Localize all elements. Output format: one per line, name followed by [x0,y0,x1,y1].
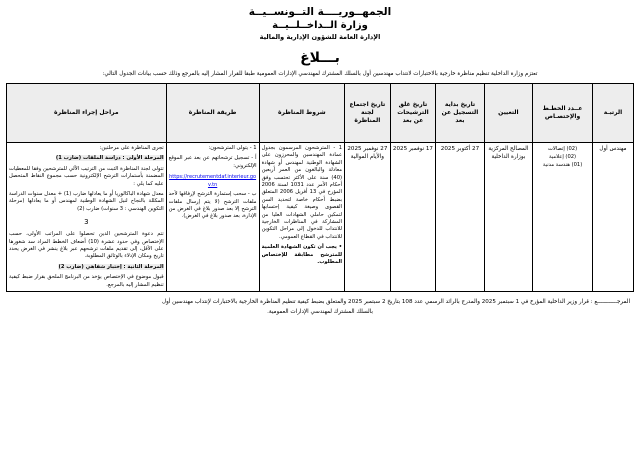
header-slots: عــدد الخطـط والإختصـاص [533,84,593,143]
competition-table [6,83,634,292]
reference-text: قرار وزير الداخلية المؤرخ في 1 سبتمبر 2025 والمدرج بالرائد الرسمي عدد 108 بتاريخ 2 سبتمبر 2025 والمتعلق بضبط كيفية تنظيم المناظرة الخارجية بالاختبارات لإنتداب مهندسين أول [162,299,589,306]
phase-1-divisor: 3 [84,218,89,227]
phase-1-body: تتولى لجنة المناظرة الثبت من الترتيب الآلي للمترشحين وفقا للمعطيات المضمنة بأستمارات الترشح الإلكترونية حسب مجموع النقاط المتحصل عليه كما يلي : [9,165,164,187]
letterhead [0,0,640,43]
phase-1-formula: معدل شهادة الباكالوريا أو ما يعادلها ضارب (1) + معدل سنوات الدراسة المكللة بالنجاح لنيل الشهادة الوطنية لمهندس أو ما يعادلها (مرحلة التكوين الهندسي : 3 سنوات) ضارب (2) [9,191,164,212]
method-item-3: ب‌ - سحب إستمارة الترشح لإرفاقها لأحد ملفات الترشح (لا يتم إرسال ملفات الترشح إلا بعد صدور بلاغ في الغرض من الإدارة، بعد صدور بلاغ في الغرض). [168,191,257,220]
competition-table-container [0,83,640,292]
slot-item-telecom: (02) إتصالات [547,146,578,152]
method-item-1: 1 - يتولى المترشحون: [208,145,257,151]
reference-text-line2: بالسلك المشترك لمهندسي الإدارات العمومية. [267,309,373,316]
condition-item-2: • يجب أن تكون الشهادة العلمية للمترشح مطابقة للإختصاص المطلوب. [261,244,343,266]
cell-grade: مهندس أول [592,143,633,292]
cell-start-date: 27 أكتوبر 2025 [436,143,484,292]
ministry-title: وزارة الــداخــلــيــة [272,20,368,31]
cell-slots [533,143,593,292]
reference-label: المرجــــــــــــع : [590,299,630,306]
slot-item-civil: (01) هندسة مدنية [542,162,583,168]
table-header-row [7,84,634,143]
stages-intro: تجرى المناظرة على مرحلتين: [99,145,164,151]
header-close-date: تاريخ غلق الترشيحات عن بعد [390,84,436,143]
method-item-2: أ‌ - تسجيل ترشحاتهم عن بعد عبر الموقع الإلكتروني: [168,155,257,169]
header-jury-date: تاريخ اجتماع لجنة المناظرة [345,84,391,143]
directorate-title: الإدارة العامة للشؤون الإدارية والمالية [259,33,381,41]
intro-paragraph: تعتزم وزارة الداخلية تنظيم مناظرة خارجية بالاختبارات لانتداب مهندسين أول بالسلك المشترك لمهندسي الإدارات العمومية طبقا للقرار المشار إليه بالمرجع وذلك حسب بيانات الجدول التالي: [102,71,538,77]
cell-stages [7,143,167,292]
page-title: بـــلاغ [300,50,340,66]
header-start-date: تاريخ بداية التسجيل عن بعد [436,84,484,143]
cell-assignment: المصالح المركزية بوزارة الداخلية [484,143,532,292]
slot-item-informatics: (02) إعلامية [549,154,577,160]
phase-2-label: المرحلة الثانية : إختبار شفاهي (ضارب 2) [58,263,164,270]
header-grade: الرتبـة [592,84,633,143]
phase-1-label: المرحلة الأولى : دراسة الملفات (ضارب 1) [55,155,164,162]
table-row [7,143,634,292]
header-stages: مراحل إجراء المناظرة [7,84,167,143]
phase-1-note: تتم دعوة المترشحين الذين تحصلوا على المراتب الأولى، حسب الإختصاص وفي حدود عشرة (10) أضعاف الخطط المراد سد شغورها على الأقل، إلى تقديم ملفات ترشحهم عبر بلاغ ينشر في الغرض يحدد تاريخ ومكان الإدلاء بالوثائق المطلوبة. [9,231,164,260]
cell-jury-date: 27 نوفمبر 2025 والأيام الموالية [345,143,391,292]
header-conditions: شروط المناظرة [259,84,345,143]
condition-item-1: 1 - المترشحون المرسمون بجدول عمادة المهندسين والمحرزون على الشهادة الوطنية لمهندس أو شهادة معادلة والبالغون من العمر أربعين (40) سنة على الأكثر تحتسب وفق أحكام الأمر عدد 1031 لسنة 2006 المؤرخ في 13 أفريل 2006 المتعلق بضبط أحكام خاصة لتحديد السن القصوى وصيغة كيفية إحتسابها لتمكين حاملي الشهادات العليا من المشاركة في المناظرات الخارجية للانتداب للدخول إلى مراحل التكوين للانتداب في القطاع العمومي. [261,145,343,240]
registration-url-link[interactable]: https://recrutementdaf.interieur.gov.tn [169,174,257,189]
footer-reference [0,292,640,307]
header-assignment: التعيين [484,84,532,143]
cell-conditions [259,143,345,292]
republic-title: الجمهــوريــــة التــونســيــة [248,6,392,18]
cell-close-date: 17 نوفمبر 2025 [390,143,436,292]
phase-2-body: قبول موضوع في الإختصاص يؤخذ من البرنامج الملحق بقرار ضبط كيفية تنظيم المشار إليه بالمرجع. [9,274,164,288]
header-method: طريقة المناظرة [166,84,259,143]
cell-method [166,143,259,292]
